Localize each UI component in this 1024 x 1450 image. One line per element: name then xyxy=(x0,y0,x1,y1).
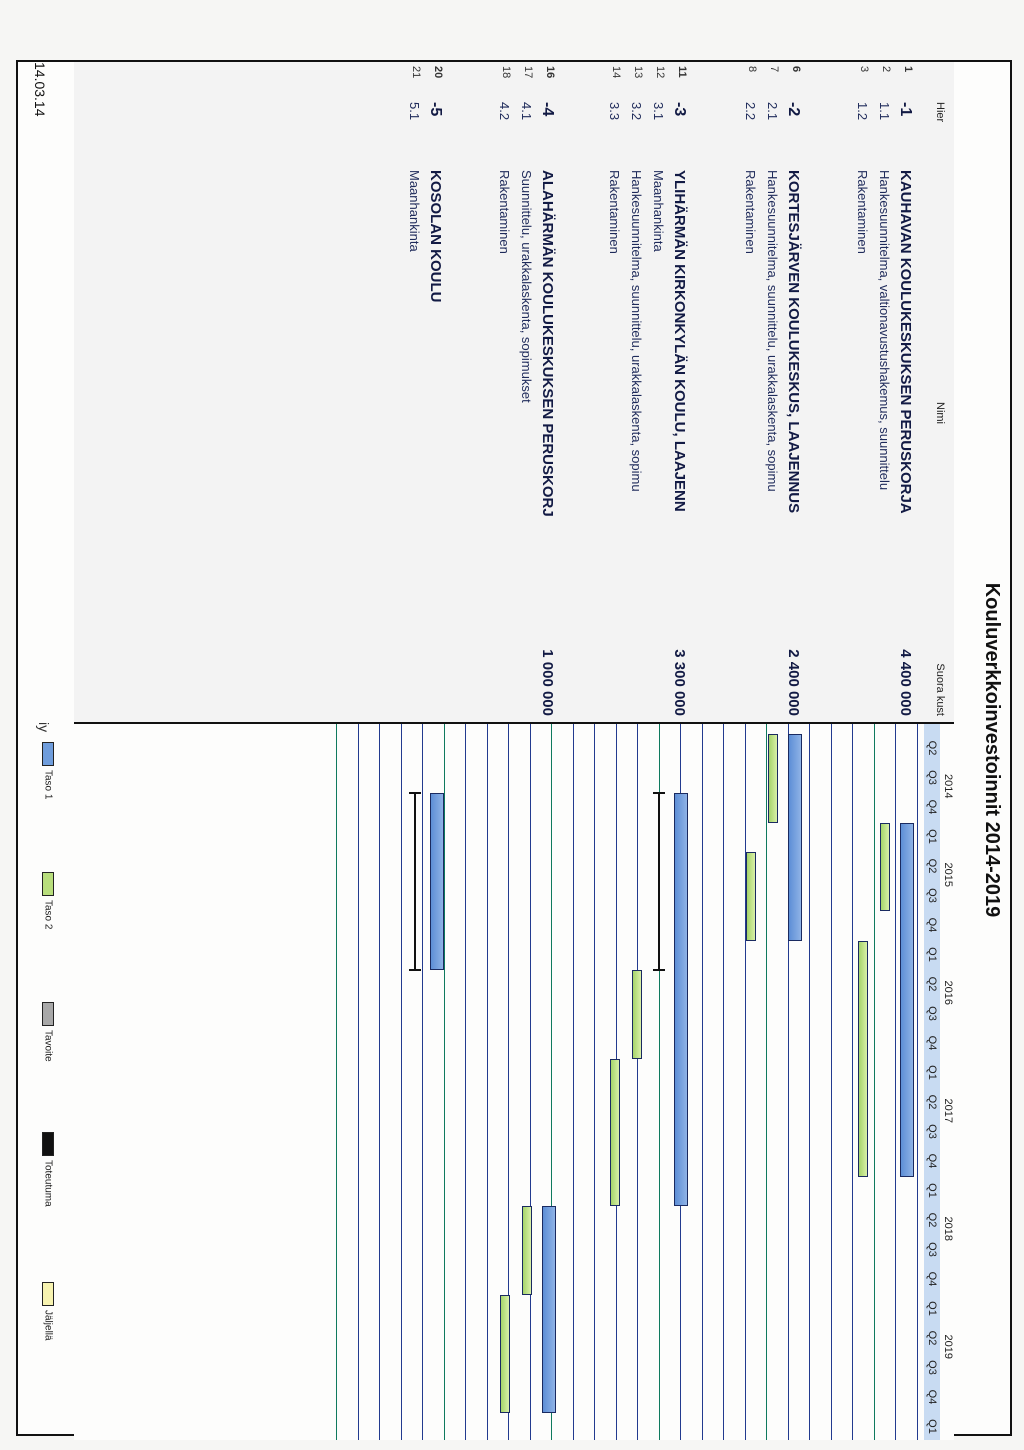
row-hier: 4.1 xyxy=(519,102,534,121)
row-id: 1 xyxy=(902,66,914,73)
row-name: KAUHAVAN KOULUKESKUKSEN PERUSKORJA xyxy=(897,170,914,514)
row-hier: -2 xyxy=(785,102,802,117)
gantt-bar-level2 xyxy=(632,970,642,1059)
row-name: YLIHÄRMÄN KIRKONKYLÄN KOULU, LAAJENN xyxy=(671,170,688,512)
row-hier: 4.2 xyxy=(497,102,512,121)
gantt-bar-level2 xyxy=(500,1295,510,1413)
row-id: 13 xyxy=(632,66,644,79)
grid-line xyxy=(702,724,703,1440)
quarter-label: Q1 xyxy=(926,947,938,962)
legend-swatch xyxy=(42,1132,54,1156)
row-hier: 2.1 xyxy=(765,102,780,121)
legend-label: Toteutuma xyxy=(42,1160,54,1207)
gantt-bar-level1 xyxy=(542,1206,556,1413)
table-row xyxy=(784,62,806,722)
table-header xyxy=(926,62,954,722)
gantt-bar-level1 xyxy=(674,793,688,1206)
row-id: 7 xyxy=(768,66,780,73)
row-id: 20 xyxy=(432,66,444,79)
quarter-label: Q1 xyxy=(926,1301,938,1316)
row-id: 14 xyxy=(610,66,622,79)
actual-span-line xyxy=(414,793,416,970)
row-name: KORTESJÄRVEN KOULUKESKUS, LAAJENNUS xyxy=(785,170,802,514)
table-row xyxy=(604,62,626,722)
gantt-bar-level2 xyxy=(768,734,778,823)
gantt-bar-level2 xyxy=(522,1206,532,1295)
year-label: 2017 xyxy=(942,1098,954,1123)
row-name: Maanhankinta xyxy=(651,170,666,252)
quarter-label: Q1 xyxy=(926,1183,938,1198)
grid-line xyxy=(724,724,725,1440)
legend-label: Taso 2 xyxy=(42,900,54,930)
gantt-bar-level2 xyxy=(610,1059,620,1207)
footer-date: 14.03.14 xyxy=(32,62,48,117)
col-header-hier: Hier xyxy=(934,102,946,123)
quarter-label: Q3 xyxy=(926,1242,938,1257)
table-row xyxy=(626,62,648,722)
legend-swatch xyxy=(42,742,54,766)
legend-item xyxy=(42,1132,54,1207)
grid-line xyxy=(745,724,746,1440)
table-row xyxy=(494,62,516,722)
grid-line xyxy=(423,724,424,1440)
table-row xyxy=(648,62,670,722)
year-label: 2016 xyxy=(942,980,954,1005)
quarter-label: Q4 xyxy=(926,1035,938,1051)
row-name: Hankesuunnitelma, suunnittelu, urakkalaskenta, sopimu xyxy=(629,170,644,492)
legend-label: Taso 1 xyxy=(42,770,54,800)
row-id: 8 xyxy=(746,66,758,73)
table-row xyxy=(426,62,448,722)
grid-line xyxy=(358,724,359,1440)
row-hier: 3.2 xyxy=(629,102,644,121)
row-hier: 3.1 xyxy=(651,102,666,121)
legend-label: Jäljellä xyxy=(42,1310,54,1341)
task-table xyxy=(74,62,954,722)
legend-swatch xyxy=(42,872,54,896)
grid-line xyxy=(573,724,574,1440)
legend xyxy=(32,722,62,1438)
gantt-chart xyxy=(74,722,954,1440)
gantt-bar-level1 xyxy=(430,793,444,970)
quarter-label: Q3 xyxy=(926,770,938,785)
quarter-label: Q3 xyxy=(926,888,938,903)
col-header-kust: Suora kust xyxy=(934,663,946,716)
actual-span-line xyxy=(658,793,660,970)
grid-line xyxy=(638,724,639,1440)
legend-label: Tavoite xyxy=(42,1030,54,1062)
grid-line xyxy=(444,724,445,1440)
row-name: Rakentaminen xyxy=(497,170,512,254)
gantt-bar-level2 xyxy=(858,941,868,1177)
row-hier: 1.1 xyxy=(877,102,892,121)
grid-line xyxy=(853,724,854,1440)
row-cost: 4 400 000 xyxy=(897,649,914,716)
table-row xyxy=(538,62,560,722)
quarter-label: Q4 xyxy=(926,1153,938,1169)
row-hier: 5.1 xyxy=(407,102,422,121)
grid-line xyxy=(595,724,596,1440)
quarter-header xyxy=(924,724,940,1440)
quarter-label: Q3 xyxy=(926,1006,938,1021)
table-row xyxy=(404,62,426,722)
quarter-label: Q3 xyxy=(926,1360,938,1375)
table-row xyxy=(516,62,538,722)
year-label: 2019 xyxy=(942,1334,954,1359)
quarter-label: Q2 xyxy=(926,740,938,756)
actual-span-marker xyxy=(653,969,665,971)
legend-swatch xyxy=(42,1282,54,1306)
row-name: Maanhankinta xyxy=(407,170,422,252)
quarter-label: Q3 xyxy=(926,1124,938,1139)
quarter-label: Q4 xyxy=(926,917,938,933)
table-row xyxy=(762,62,784,722)
grid-line xyxy=(466,724,467,1440)
year-label: 2014 xyxy=(942,774,954,799)
legend-item xyxy=(42,872,54,929)
row-cost: 2 400 000 xyxy=(785,649,802,716)
row-hier: -5 xyxy=(427,102,444,117)
actual-span-marker xyxy=(409,969,421,971)
quarter-label: Q2 xyxy=(926,1094,938,1110)
row-id: 18 xyxy=(500,66,512,79)
year-label: 2018 xyxy=(942,1216,954,1241)
col-header-nimi: Nimi xyxy=(934,402,946,424)
quarter-label: Q1 xyxy=(926,1065,938,1080)
row-id: 11 xyxy=(676,66,688,78)
quarter-label: Q2 xyxy=(926,858,938,874)
grid-line xyxy=(831,724,832,1440)
legend-item xyxy=(42,1002,54,1062)
table-row xyxy=(670,62,692,722)
table-row xyxy=(896,62,918,722)
quarter-label: Q2 xyxy=(926,1212,938,1228)
row-id: 3 xyxy=(858,66,870,73)
row-id: 6 xyxy=(790,66,802,73)
row-hier: -3 xyxy=(671,102,688,117)
grid-line xyxy=(917,724,918,1440)
row-hier: -1 xyxy=(897,102,914,117)
grid-line xyxy=(767,724,768,1440)
year-label: 2015 xyxy=(942,862,954,887)
row-name: ALAHÄRMÄN KOULUKESKUKSEN PERUSKORJ xyxy=(539,170,556,517)
grid-line xyxy=(530,724,531,1440)
gantt-bar-level1 xyxy=(900,823,914,1177)
gantt-bar-level1 xyxy=(788,734,802,941)
row-hier: -4 xyxy=(539,102,556,117)
row-name: Hankesuunnitelma, valtionavustushakemus, suunnittelu xyxy=(877,170,892,491)
row-hier: 1.2 xyxy=(855,102,870,121)
page-title: Kouluverkkoinvestoinnit 2014-2019 xyxy=(981,582,1003,918)
legend-swatch xyxy=(42,1002,54,1026)
row-id: 17 xyxy=(522,66,534,79)
row-name: Suunnittelu, urakkalaskenta, sopimukset xyxy=(519,170,534,403)
row-cost: 1 000 000 xyxy=(539,649,556,716)
actual-span-marker xyxy=(653,792,665,794)
table-row xyxy=(874,62,896,722)
page-frame xyxy=(16,60,1012,1436)
quarter-label: Q2 xyxy=(926,976,938,992)
grid-line xyxy=(401,724,402,1440)
grid-line xyxy=(810,724,811,1440)
row-id: 12 xyxy=(654,66,666,79)
grid-line xyxy=(874,724,875,1440)
grid-line xyxy=(380,724,381,1440)
quarter-label: Q2 xyxy=(926,1330,938,1346)
actual-span-marker xyxy=(409,792,421,794)
grid-line xyxy=(896,724,897,1440)
quarter-label: Q4 xyxy=(926,1271,938,1287)
row-name: Hankesuunnitelma, suunnittelu, urakkalaskenta, sopimu xyxy=(765,170,780,492)
gantt-bar-level2 xyxy=(746,852,756,941)
grid-line xyxy=(337,724,338,1440)
grid-line xyxy=(487,724,488,1440)
legend-item xyxy=(42,742,54,799)
row-name: Rakentaminen xyxy=(743,170,758,254)
row-name: KOSOLAN KOULU xyxy=(427,170,444,303)
quarter-label: Q1 xyxy=(926,829,938,844)
row-hier: 2.2 xyxy=(743,102,758,121)
year-header xyxy=(940,724,954,1440)
gantt-sheet xyxy=(18,62,1014,1438)
legend-item xyxy=(42,1282,54,1341)
row-id: 2 xyxy=(880,66,892,73)
footer-initials: iy xyxy=(36,722,52,733)
row-name: Rakentaminen xyxy=(607,170,622,254)
table-row xyxy=(740,62,762,722)
gantt-bar-level2 xyxy=(880,823,890,912)
row-cost: 3 300 000 xyxy=(671,649,688,716)
row-id: 16 xyxy=(544,66,556,79)
quarter-label: Q4 xyxy=(926,799,938,815)
row-hier: 3.3 xyxy=(607,102,622,121)
row-id: 21 xyxy=(410,66,422,79)
table-row xyxy=(852,62,874,722)
row-name: Rakentaminen xyxy=(855,170,870,254)
quarter-label: Q4 xyxy=(926,1389,938,1405)
quarter-label: Q1 xyxy=(926,1419,938,1434)
